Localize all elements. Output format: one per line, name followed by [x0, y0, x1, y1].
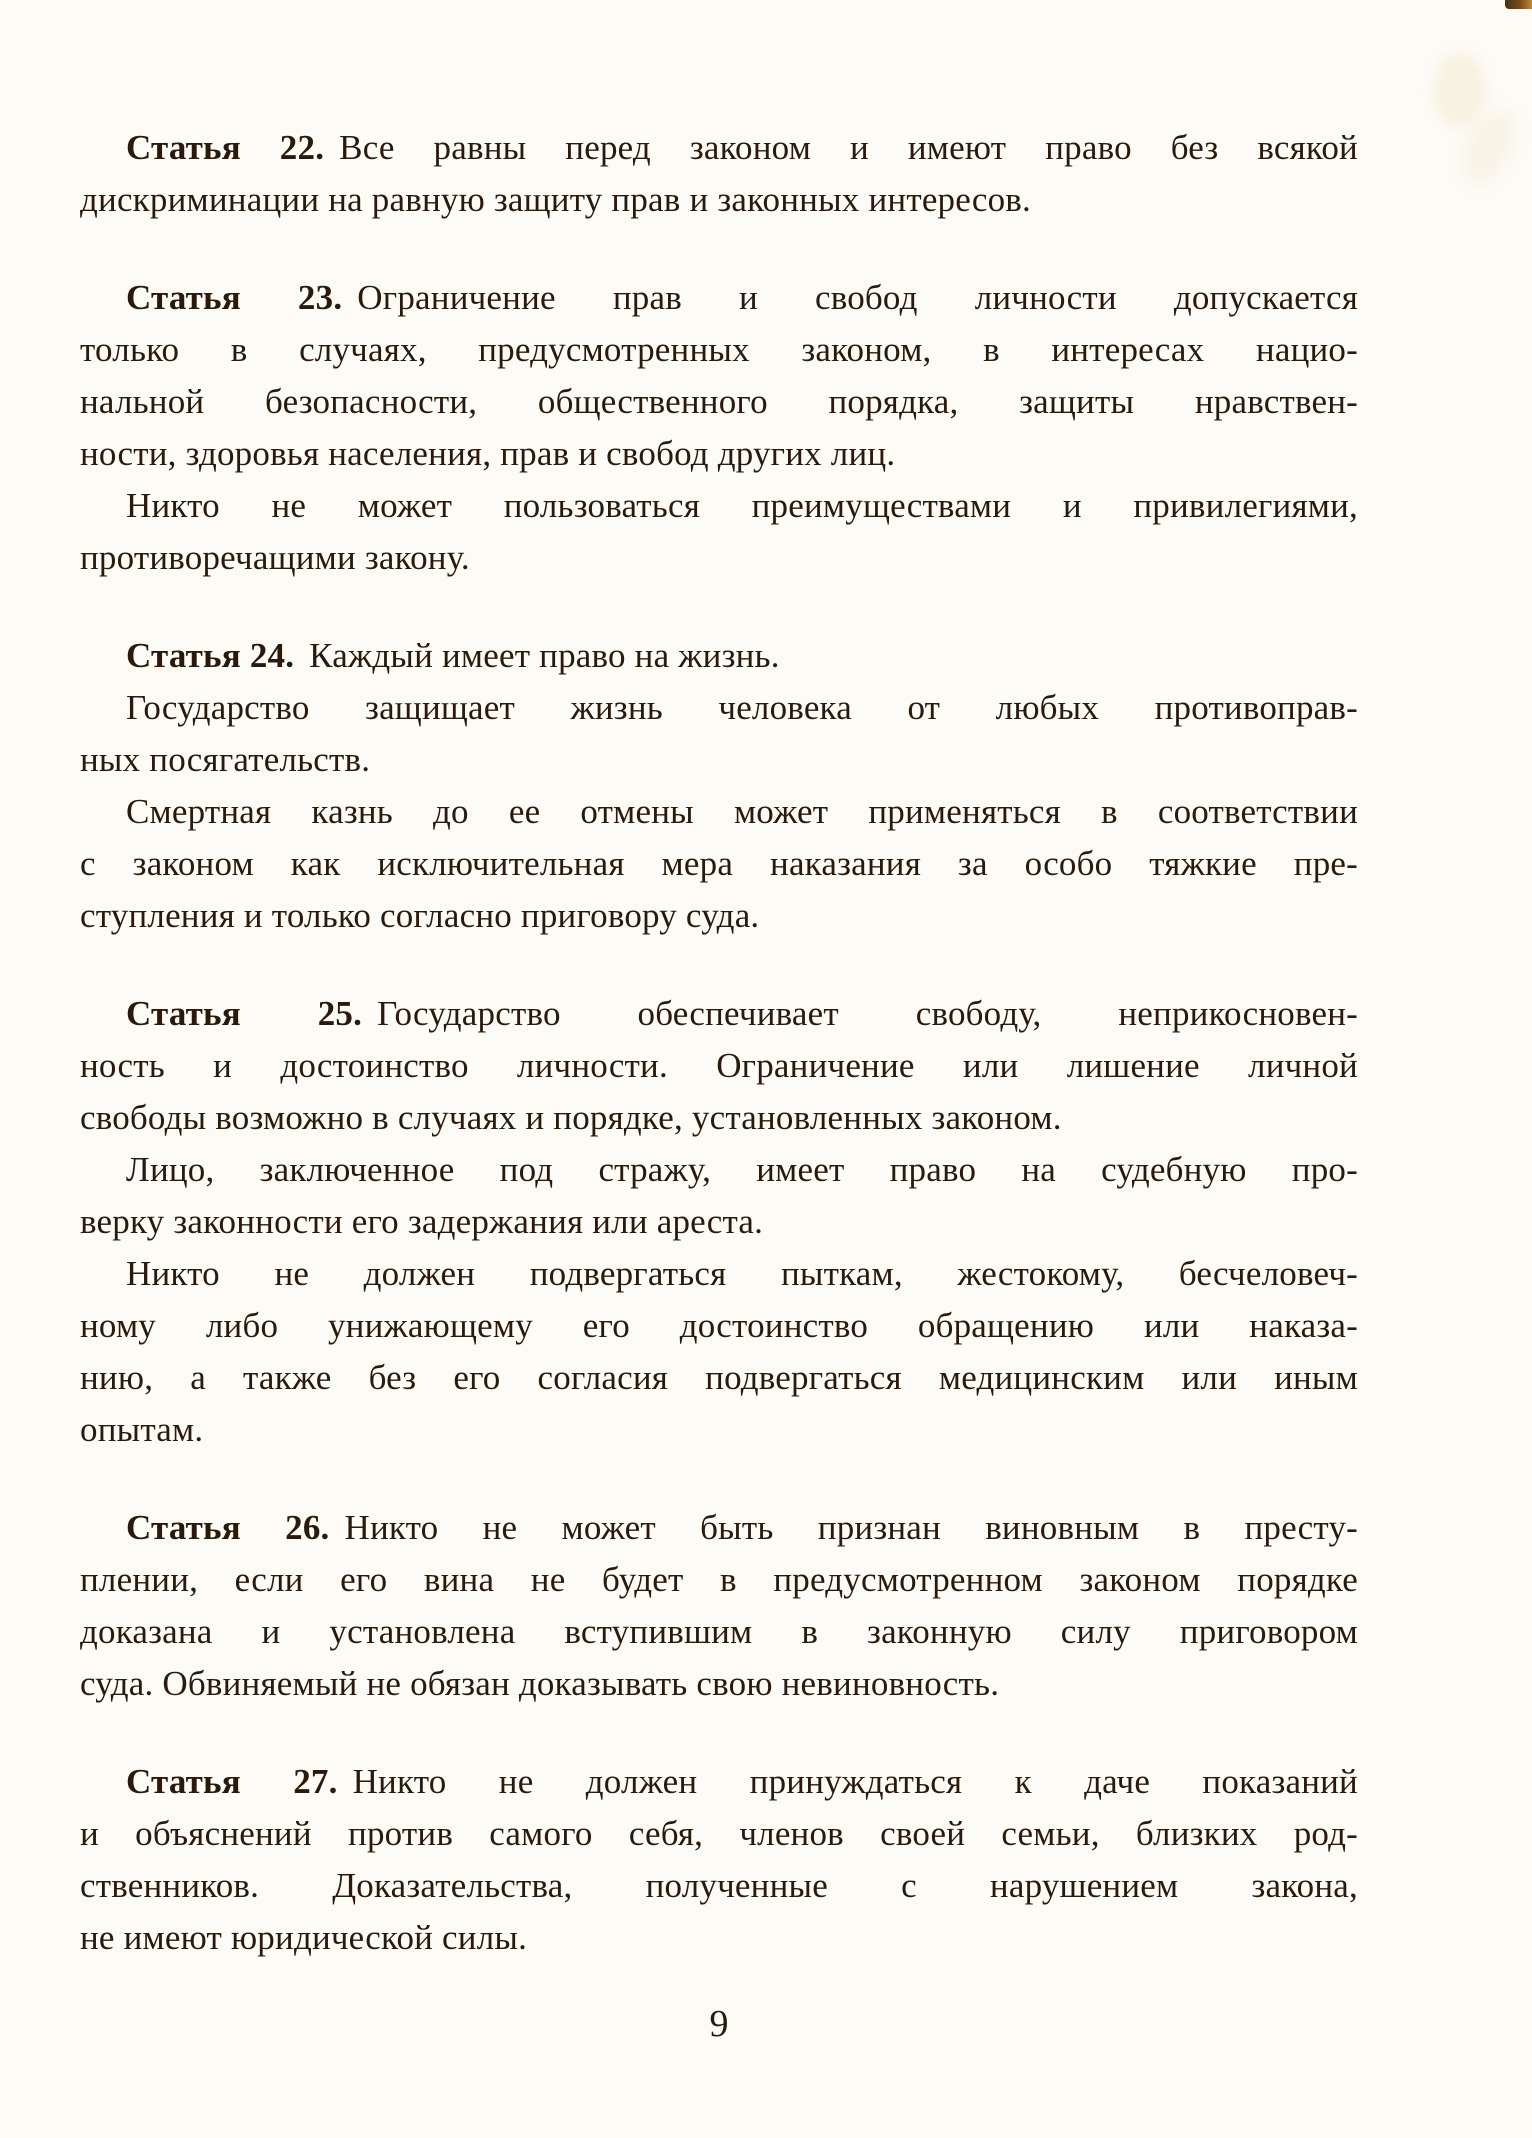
- text-line: Смертная казнь до ее отмены может применяться в соответствии: [126, 792, 1358, 831]
- paragraph: [80, 988, 1358, 1144]
- text-line: свободы возможно в случаях и порядке, установленных законом.: [80, 1098, 1062, 1137]
- text-line: Статья 23. Ограничение прав и свобод личности допускается: [126, 278, 1358, 317]
- article-heading: Статья 24.: [126, 636, 295, 675]
- text-line: плении, если его вина не будет в предусмотренном законом порядке: [80, 1560, 1358, 1599]
- article-heading: Статья 26.: [126, 1508, 330, 1547]
- text-line: Статья 24. Каждый имеет право на жизнь.: [126, 636, 780, 675]
- text-line: суда. Обвиняемый не обязан доказывать свою невиновность.: [80, 1664, 1000, 1703]
- text-line: ступления и только согласно приговору суда.: [80, 896, 760, 935]
- text-line: ственников. Доказательства, полученные с нарушением закона,: [80, 1866, 1358, 1905]
- text-line: ности, здоровья населения, прав и свобод других лиц.: [80, 434, 896, 473]
- paragraph: [80, 630, 1358, 682]
- text-line: и объяснений против самого себя, членов своей семьи, близких род-: [80, 1814, 1358, 1853]
- text-line: ному либо унижающему его достоинство обращению или наказа-: [80, 1306, 1358, 1345]
- paragraph: [80, 272, 1358, 480]
- page-number: 9: [709, 2003, 729, 2045]
- text-line: Статья 27. Никто не должен принуждаться к даче показаний: [126, 1762, 1358, 1801]
- paragraph: [80, 786, 1358, 942]
- text-line: верку законности его задержания или ареста.: [80, 1202, 764, 1241]
- text-line: нальной безопасности, общественного порядка, защиты нравствен-: [80, 382, 1358, 421]
- paragraph: [80, 1756, 1358, 1964]
- text-line: Никто не может пользоваться преимуществами и привилегиями,: [126, 486, 1358, 525]
- paragraph: [80, 480, 1358, 584]
- article: [80, 630, 1358, 942]
- articles-container: [80, 122, 1358, 1964]
- article-heading: Статья 22.: [126, 128, 325, 167]
- text-line: Статья 25. Государство обеспечивает свободу, неприкосновен-: [126, 994, 1358, 1033]
- text-line: Статья 26. Никто не может быть признан виновным в престу-: [126, 1508, 1358, 1547]
- text-line: не имеют юридической силы.: [80, 1918, 528, 1957]
- text-line: Лицо, заключенное под стражу, имеет право на судебную про-: [126, 1150, 1358, 1189]
- text-line: дискриминации на равную защиту прав и законных интересов.: [80, 180, 1031, 219]
- article-heading: Статья 23.: [126, 278, 343, 317]
- scan-smudge: [1434, 52, 1486, 128]
- text-line: с законом как исключительная мера наказания за особо тяжкие пре-: [80, 844, 1358, 883]
- paragraph: [80, 682, 1358, 786]
- article: [80, 1756, 1358, 1964]
- text-line: противоречащими закону.: [80, 538, 470, 577]
- paragraph: [80, 1248, 1358, 1456]
- text-line: только в случаях, предусмотренных законом, в интересах нацио-: [80, 330, 1358, 369]
- text-line: Государство защищает жизнь человека от любых противоправ-: [126, 688, 1358, 727]
- article-heading: Статья 25.: [126, 994, 363, 1033]
- article: [80, 1502, 1358, 1710]
- scan-artifact-corner: [1505, 0, 1532, 9]
- text-line: ных посягательств.: [80, 740, 371, 779]
- text-line: нию, а также без его согласия подвергаться медицинским или иным: [80, 1358, 1358, 1397]
- scan-smudge: [1454, 103, 1524, 191]
- article: [80, 122, 1358, 226]
- paragraph: [80, 122, 1358, 226]
- text-line: Статья 22. Все равны перед законом и имеют право без всякой: [126, 128, 1358, 167]
- paragraph: [80, 1144, 1358, 1248]
- text-line: ность и достоинство личности. Ограничение или лишение личной: [80, 1046, 1358, 1085]
- article: [80, 988, 1358, 1456]
- text-line: доказана и установлена вступившим в законную силу приговором: [80, 1612, 1358, 1651]
- paragraph: [80, 1502, 1358, 1710]
- text-line: Никто не должен подвергаться пыткам, жестокому, бесчеловеч-: [126, 1254, 1358, 1293]
- text-line: опытам.: [80, 1410, 204, 1449]
- article: [80, 272, 1358, 584]
- article-heading: Статья 27.: [126, 1762, 338, 1801]
